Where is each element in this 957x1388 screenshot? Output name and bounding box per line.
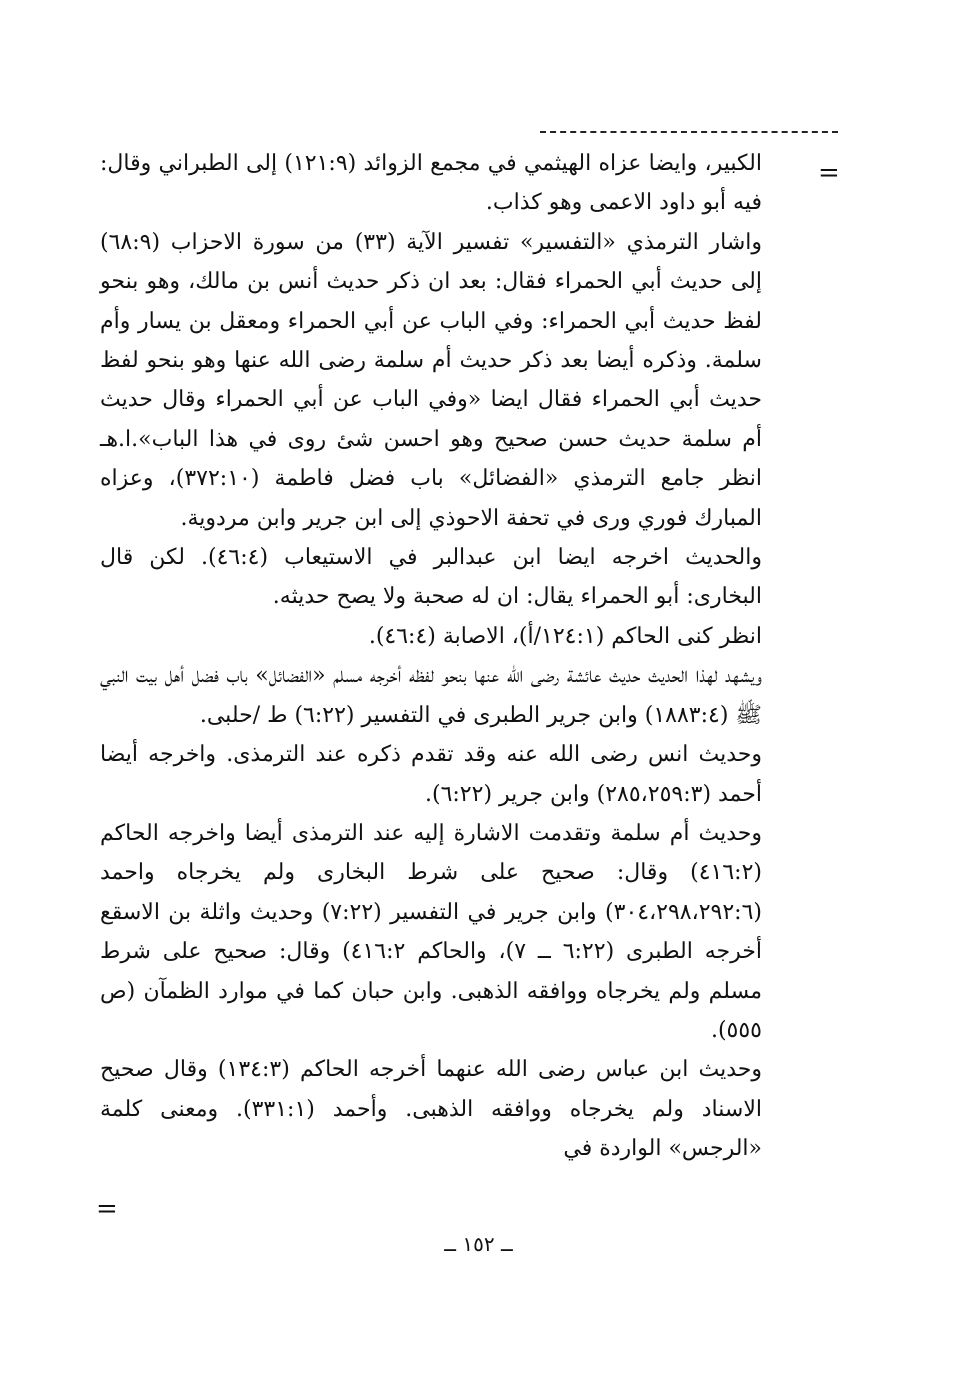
footnote-paragraph-4: انظر كنى الحاكم (١٢٤:١/أ)، الاصابة (٤٦:٤).	[368, 623, 762, 649]
footnote-paragraph-1: الكبير، وايضا عزاه الهيثمي في مجمع الزوائد (١٢١:٩) إلى الطبراني وقال: فيه أبو داود الاعمى وهو كذاب.	[100, 151, 762, 216]
continuation-mark-bottom: =	[96, 1194, 118, 1224]
footnote-paragraph-8: وحديث ابن عباس رضى الله عنهما أخرجه الحاكم (١٣٤:٣) وقال صحيح الاسناد ولم يخرجاه ووافقه الذهبى. وأحمد (٣٣١:١). ومعنى كلمة «الرجس» الواردة في	[100, 1057, 763, 1162]
continuation-mark-top: =	[818, 158, 840, 188]
page-number: ــ ١٥٢ ــ	[444, 1232, 513, 1256]
footnote-paragraph-2: واشار الترمذي «التفسير» تفسير الآية (٣٣) من سورة الاحزاب (٦٨:٩) إلى حديث أبي الحمراء فقال: بعد ان ذكر حديث أنس بن مالك، وهو بنحو لفظ حديث أبي الحمراء: وفي الباب عن أبي الحمراء ومعقل بن يسار وأم سلمة. وذكره أيضا بعد ذكر حديث أم سلمة رضى الله عنها وهو بنحو لفظ حديث أبي الحمراء فقال ايضا «وفي الباب عن أبي الحمراء وقال حديث أم سلمة حديث حسن صحيح وهو احسن شئ روى في هذا الباب».ا.هـ انظر جامع الترمذي «الفضائل» باب فضل فاطمة (٣٧٢:١٠)، وعزاه المبارك فوري ورى في تحفة الاحوذي إلى ابن جرير وابن مردوية.	[100, 229, 762, 531]
footnote-text	[100, 144, 762, 1169]
footnote-separator	[540, 131, 838, 133]
footnote-paragraph-6: وحديث انس رضى الله عنه وقد تقدم ذكره عند الترمذى. واخرجه أيضا أحمد (٢٨٥،٢٥٩:٣) وابن جرير (٦:٢٢).	[100, 742, 762, 807]
footnote-paragraph-3: والحديث اخرجه ايضا ابن عبدالبر في الاستيعاب (٤٦:٤). لكن قال البخارى: أبو الحمراء يقال: ان له صحبة ولا يصح حديثه.	[100, 545, 762, 610]
footnote-paragraph-5: ويشهد لهذا الحديث حديث عائشة رضى الله عنها بنحو لفظه أخرجه مسلم «الفضائل» باب فضل أهل بيت النبي ﷺ (١٨٨٣:٤) وابن جرير الطبرى في التفسير (٦:٢٢) ط /حلبى.	[100, 663, 762, 728]
footnote-paragraph-7: وحديث أم سلمة وتقدمت الاشارة إليه عند الترمذى أيضا واخرجه الحاكم (٤١٦:٢) وقال: صحيح على شرط البخارى ولم يخرجاه واحمد (٣٠٤،٢٩٨،٢٩٢:٦) وابن جرير في التفسير (٧:٢٢) وحديث واثلة بن الاسقع أخرجه الطبرى (٦:٢٢ ــ ٧)، والحاكم ٤١٦:٢) وقال: صحيح على شرط مسلم ولم يخرجاه ووافقه الذهبى. وابن حبان كما في موارد الظمآن (ص ٥٥٥).	[100, 820, 762, 1043]
